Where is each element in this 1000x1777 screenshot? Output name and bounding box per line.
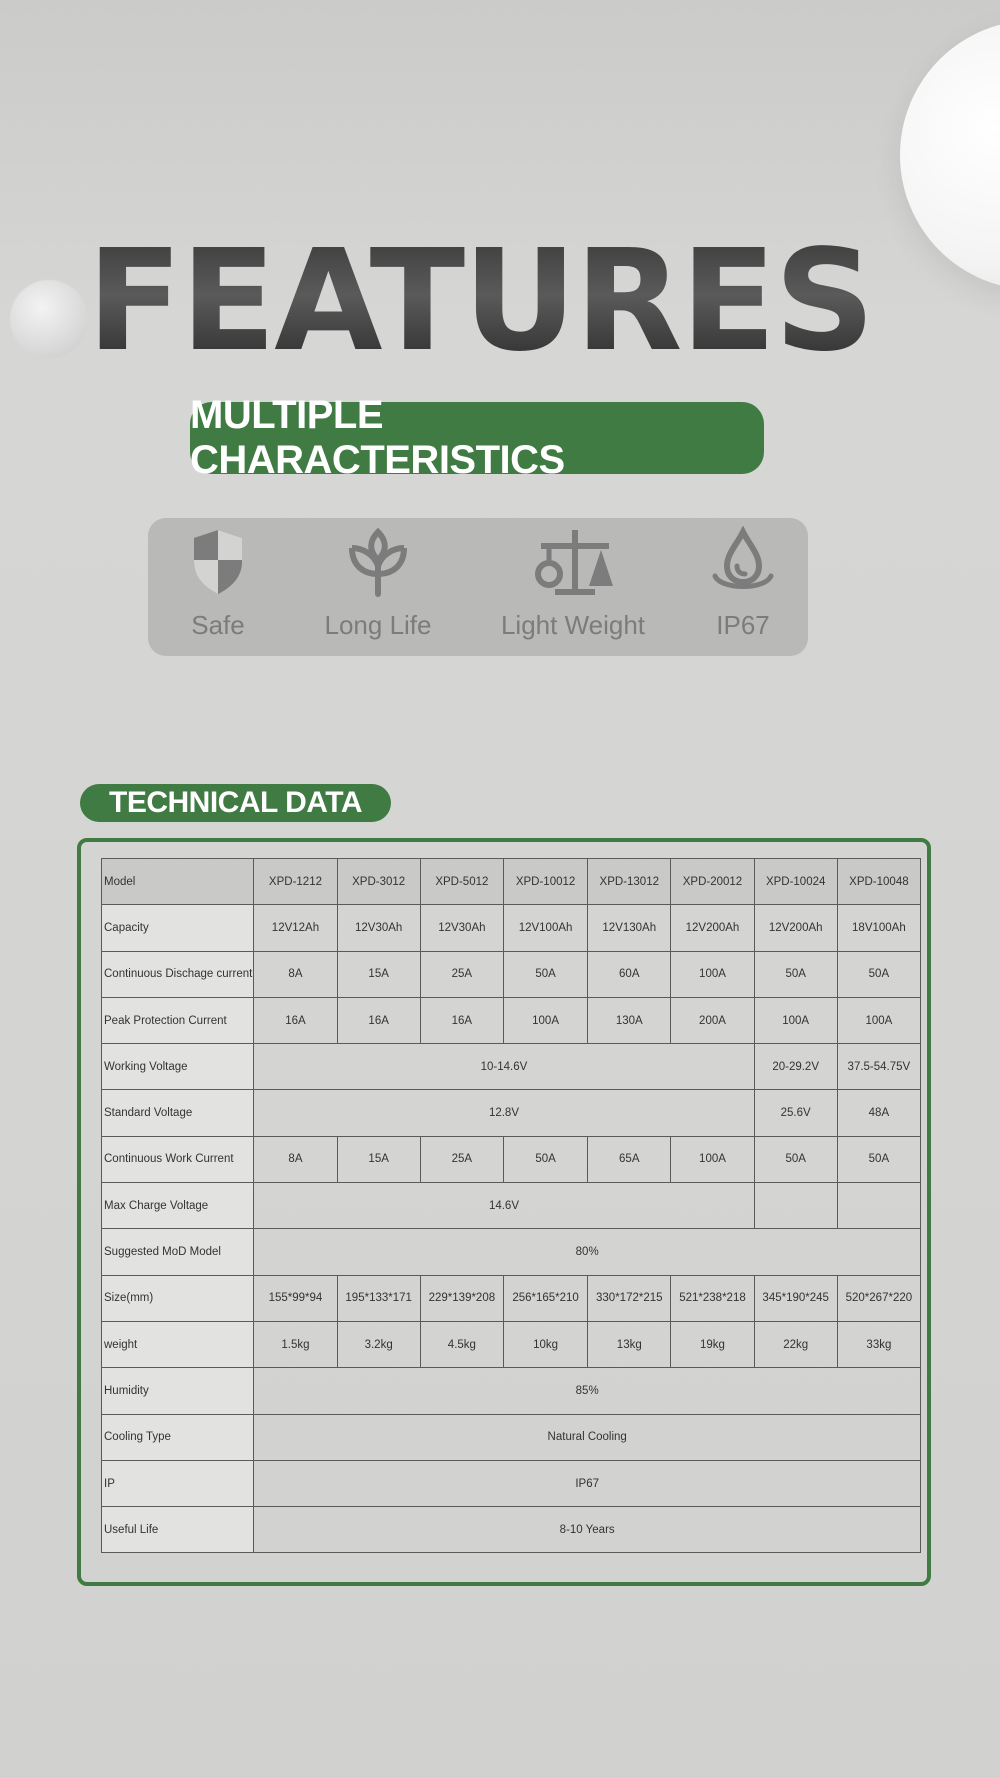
- feature-light-weight: [488, 518, 658, 656]
- row-label: Model: [102, 859, 254, 905]
- table-cell: 15A: [337, 1136, 420, 1182]
- table-cell: [837, 1183, 920, 1229]
- model-cell: XPD-3012: [337, 859, 420, 905]
- table-cell: 13kg: [588, 1321, 671, 1367]
- model-cell: XPD-10012: [503, 859, 587, 905]
- table-cell: 19kg: [671, 1321, 754, 1367]
- table-cell: 100A: [503, 997, 587, 1043]
- table-cell: 10kg: [503, 1321, 587, 1367]
- feature-label-long-life: Long Life: [324, 610, 432, 640]
- table-row-continuous-discharge: [102, 951, 921, 997]
- table-row-suggested-mod: [102, 1229, 921, 1275]
- table-cell: 100A: [671, 1136, 754, 1182]
- table-row-humidity: [102, 1368, 921, 1414]
- model-cell: XPD-10048: [837, 859, 920, 905]
- table-cell-merged: Natural Cooling: [254, 1414, 921, 1460]
- subtitle-badge: MULTIPLE CHARACTERISTICS: [190, 402, 764, 474]
- table-cell-merged: IP67: [254, 1460, 921, 1506]
- row-label: Suggested MoD Model: [102, 1229, 254, 1275]
- table-cell: 50A: [503, 1136, 587, 1182]
- row-label: weight: [102, 1321, 254, 1367]
- table-cell: 130A: [588, 997, 671, 1043]
- table-cell: 65A: [588, 1136, 671, 1182]
- table-cell: 33kg: [837, 1321, 920, 1367]
- table-cell: 50A: [503, 951, 587, 997]
- table-cell: 25A: [420, 951, 503, 997]
- table-cell: 16A: [420, 997, 503, 1043]
- table-cell: 4.5kg: [420, 1321, 503, 1367]
- table-cell: 330*172*215: [588, 1275, 671, 1321]
- table-cell: 8A: [254, 951, 337, 997]
- table-row-model: [102, 859, 921, 905]
- table-cell: 48A: [837, 1090, 920, 1136]
- row-label: Working Voltage: [102, 1044, 254, 1090]
- table-cell: 50A: [837, 951, 920, 997]
- table-cell: 12V12Ah: [254, 905, 337, 951]
- features-panel: [148, 518, 808, 656]
- feature-ip67: [688, 518, 798, 656]
- row-label: Humidity: [102, 1368, 254, 1414]
- table-cell: 18V100Ah: [837, 905, 920, 951]
- table-cell: 100A: [837, 997, 920, 1043]
- table-row-standard-voltage: [102, 1090, 921, 1136]
- table-cell: 229*139*208: [420, 1275, 503, 1321]
- row-label: Useful Life: [102, 1507, 254, 1553]
- shield-icon: [190, 526, 246, 598]
- table-cell-merged: 80%: [254, 1229, 921, 1275]
- leaf-icon: [346, 526, 410, 598]
- table-cell: 25.6V: [754, 1090, 837, 1136]
- table-row-ip: [102, 1460, 921, 1506]
- page-title: FEATURES: [0, 232, 960, 372]
- row-label: Standard Voltage: [102, 1090, 254, 1136]
- table-cell: 1.5kg: [254, 1321, 337, 1367]
- table-cell: 195*133*171: [337, 1275, 420, 1321]
- row-label: Continuous Dischage current: [102, 951, 254, 997]
- row-label: Continuous Work Current: [102, 1136, 254, 1182]
- row-label: IP: [102, 1460, 254, 1506]
- table-cell-merged: 8-10 Years: [254, 1507, 921, 1553]
- table-cell: 8A: [254, 1136, 337, 1182]
- table-row-capacity: [102, 905, 921, 951]
- table-cell: 100A: [671, 951, 754, 997]
- feature-label-safe: Safe: [191, 610, 245, 640]
- feature-label-ip67: IP67: [716, 610, 770, 640]
- section-title-badge: TECHNICAL DATA: [80, 784, 391, 822]
- model-cell: XPD-10024: [754, 859, 837, 905]
- table-row-continuous-work: [102, 1136, 921, 1182]
- table-cell-merged: 85%: [254, 1368, 921, 1414]
- row-label: Size(mm): [102, 1275, 254, 1321]
- table-cell: 521*238*218: [671, 1275, 754, 1321]
- table-cell: 50A: [754, 1136, 837, 1182]
- table-cell: 22kg: [754, 1321, 837, 1367]
- model-cell: XPD-5012: [420, 859, 503, 905]
- table-cell: 15A: [337, 951, 420, 997]
- feature-long-life: [313, 518, 443, 656]
- table-row-size: [102, 1275, 921, 1321]
- row-label: Max Charge Voltage: [102, 1183, 254, 1229]
- table-cell: 50A: [754, 951, 837, 997]
- table-cell: 520*267*220: [837, 1275, 920, 1321]
- feature-safe: [158, 518, 278, 656]
- table-cell: 3.2kg: [337, 1321, 420, 1367]
- table-cell: 12V100Ah: [503, 905, 587, 951]
- feature-label-light-weight: Light Weight: [500, 610, 646, 640]
- table-cell-merged: 12.8V: [254, 1090, 754, 1136]
- table-cell: 37.5-54.75V: [837, 1044, 920, 1090]
- table-cell: 12V130Ah: [588, 905, 671, 951]
- table-cell: 200A: [671, 997, 754, 1043]
- row-label: Peak Protection Current: [102, 997, 254, 1043]
- model-cell: XPD-1212: [254, 859, 337, 905]
- table-cell: 12V30Ah: [420, 905, 503, 951]
- table-row-weight: [102, 1321, 921, 1367]
- table-cell: 60A: [588, 951, 671, 997]
- table-cell: 256*165*210: [503, 1275, 587, 1321]
- table-cell-merged: 14.6V: [254, 1183, 754, 1229]
- row-label: Capacity: [102, 905, 254, 951]
- table-cell: 345*190*245: [754, 1275, 837, 1321]
- technical-data-frame: [77, 838, 931, 1586]
- balance-scale-icon: [533, 526, 617, 598]
- model-cell: XPD-20012: [671, 859, 754, 905]
- table-cell: 12V200Ah: [671, 905, 754, 951]
- table-cell: [754, 1183, 837, 1229]
- table-cell: 50A: [837, 1136, 920, 1182]
- model-cell: XPD-13012: [588, 859, 671, 905]
- table-cell: 12V200Ah: [754, 905, 837, 951]
- water-drop-icon: [711, 526, 775, 598]
- spec-table: [101, 858, 921, 1553]
- table-cell: 25A: [420, 1136, 503, 1182]
- table-row-max-charge: [102, 1183, 921, 1229]
- table-row-useful-life: [102, 1507, 921, 1553]
- table-cell: 100A: [754, 997, 837, 1043]
- row-label: Cooling Type: [102, 1414, 254, 1460]
- table-row-cooling: [102, 1414, 921, 1460]
- table-row-working-voltage: [102, 1044, 921, 1090]
- table-cell: 20-29.2V: [754, 1044, 837, 1090]
- table-cell: 12V30Ah: [337, 905, 420, 951]
- table-cell-merged: 10-14.6V: [254, 1044, 754, 1090]
- table-cell: 16A: [337, 997, 420, 1043]
- table-row-peak-protection: [102, 997, 921, 1043]
- table-cell: 155*99*94: [254, 1275, 337, 1321]
- table-cell: 16A: [254, 997, 337, 1043]
